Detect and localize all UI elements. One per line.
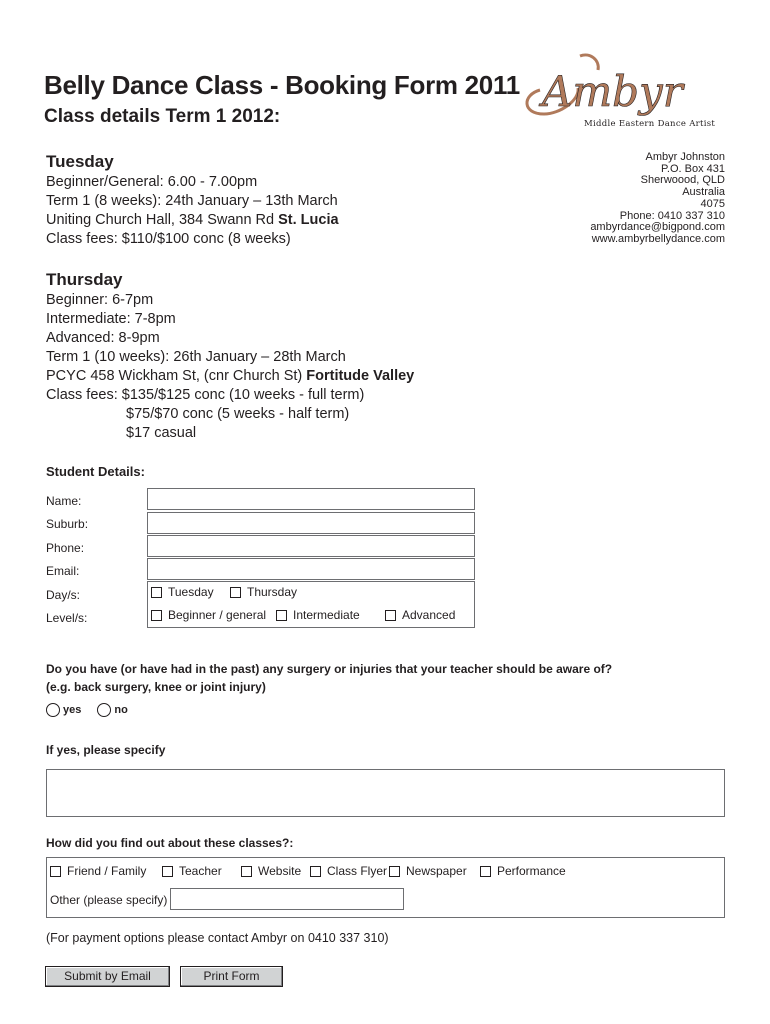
contact-postcode: 4075 — [700, 197, 725, 210]
source-website-option[interactable] — [241, 864, 301, 878]
thursday-intermediate: Intermediate: 7-8pm — [46, 311, 176, 327]
contact-website: www.ambyrbellydance.com — [591, 232, 725, 245]
website-checkbox[interactable] — [241, 866, 252, 877]
yes-radio[interactable] — [46, 703, 60, 717]
tuesday-details — [46, 173, 339, 249]
thursday-term: Term 1 (10 weeks): 26th January – 28th March — [46, 349, 346, 365]
specify-label: If yes, please specify — [46, 743, 166, 757]
intermediate-checkbox[interactable] — [276, 610, 287, 621]
source-performance-option[interactable] — [480, 864, 566, 878]
injury-question-line-1: Do you have (or have had in the past) any surgery or injuries that your teacher should be aware of? — [46, 662, 613, 676]
levels-label: Level/s: — [46, 611, 88, 625]
class-flyer-checkbox[interactable] — [310, 866, 321, 877]
thursday-venue — [46, 367, 414, 386]
email-label: Email: — [46, 564, 80, 578]
logo-text: Ambyr — [542, 67, 683, 116]
newspaper-checkbox[interactable] — [389, 866, 400, 877]
source-flyer-label: Class Flyer — [327, 864, 388, 878]
phone-label: Phone: — [46, 541, 85, 555]
contact-suburb: Sherwoood, QLD — [640, 174, 725, 187]
day-thursday-label: Thursday — [247, 585, 298, 599]
tuesday-level: Beginner/General: 6.00 - 7.00pm — [46, 174, 258, 190]
tuesday-checkbox[interactable] — [151, 587, 162, 598]
level-advanced-label: Advanced — [402, 608, 456, 622]
tuesday-venue — [46, 211, 339, 230]
no-radio[interactable] — [97, 703, 111, 717]
other-input[interactable] — [170, 888, 404, 910]
thursday-fees-full: Class fees: $135/$125 conc (10 weeks - full term) — [46, 387, 365, 403]
level-beginner-label: Beginner / general — [168, 608, 267, 622]
day-thursday-option[interactable] — [230, 585, 297, 599]
source-teacher-label: Teacher — [179, 864, 222, 878]
beginner-checkbox[interactable] — [151, 610, 162, 621]
page-title: Belly Dance Class - Booking Form 2011 — [44, 70, 520, 100]
source-newspaper-option[interactable] — [389, 864, 467, 878]
source-flyer-option[interactable] — [310, 864, 387, 878]
name-input[interactable] — [147, 488, 475, 510]
logo-tagline: Middle Eastern Dance Artist — [584, 119, 716, 129]
contact-phone: Phone: 0410 337 310 — [619, 209, 725, 222]
thursday-heading: Thursday — [46, 270, 123, 289]
contact-info — [590, 152, 725, 246]
student-details-heading: Student Details: — [46, 464, 145, 479]
contact-name: Ambyr Johnston — [645, 151, 725, 163]
thursday-details — [46, 291, 414, 443]
contact-country: Australia — [682, 186, 725, 199]
source-heading: How did you find out about these classes?: — [46, 836, 294, 850]
friend-checkbox[interactable] — [50, 866, 61, 877]
thursday-venue-suburb: Fortitude Valley — [306, 368, 415, 384]
logo-graphic — [520, 50, 730, 132]
level-intermediate-option[interactable] — [276, 608, 360, 622]
contact-email: ambyrdance@bigpond.com — [590, 221, 725, 234]
injury-question-line-2: (e.g. back surgery, knee or joint injury) — [46, 680, 266, 694]
source-teacher-option[interactable] — [162, 864, 222, 878]
submit-by-email-button[interactable]: Submit by Email — [45, 966, 170, 987]
tuesday-venue-address: Uniting Church Hall, 384 Swann Rd — [46, 212, 279, 228]
day-tuesday-label: Tuesday — [168, 585, 214, 599]
suburb-label: Suburb: — [46, 517, 89, 531]
ambyr-logo — [520, 50, 730, 132]
source-friend-option[interactable] — [50, 864, 146, 878]
source-newspaper-label: Newspaper — [406, 864, 467, 878]
contact-po-box: P.O. Box 431 — [660, 162, 725, 175]
injury-radio-group — [46, 703, 128, 717]
injury-question — [46, 660, 612, 696]
tuesday-heading: Tuesday — [46, 152, 114, 171]
name-label: Name: — [46, 494, 82, 508]
days-label: Day/s: — [46, 588, 81, 602]
performance-checkbox[interactable] — [480, 866, 491, 877]
level-intermediate-label: Intermediate — [293, 608, 360, 622]
no-label: no — [114, 704, 128, 716]
print-form-button[interactable]: Print Form — [180, 966, 283, 987]
day-tuesday-option[interactable] — [151, 585, 214, 599]
thursday-fees-half: $75/$70 conc (5 weeks - half term) — [126, 406, 350, 422]
source-website-label: Website — [258, 864, 302, 878]
payment-note: (For payment options please contact Ambyr on 0410 337 310) — [46, 931, 389, 945]
page-subtitle: Class details Term 1 2012: — [44, 106, 281, 127]
source-friend-label: Friend / Family — [67, 864, 147, 878]
thursday-checkbox[interactable] — [230, 587, 241, 598]
tuesday-venue-suburb: St. Lucia — [278, 212, 339, 228]
level-beginner-option[interactable] — [151, 608, 266, 622]
yes-label: yes — [63, 704, 82, 716]
thursday-beginner: Beginner: 6-7pm — [46, 292, 154, 308]
thursday-venue-address: PCYC 458 Wickham St, (cnr Church St) — [46, 368, 307, 384]
suburb-input[interactable] — [147, 512, 475, 534]
thursday-fees-casual: $17 casual — [126, 425, 197, 441]
teacher-checkbox[interactable] — [162, 866, 173, 877]
tuesday-fees: Class fees: $110/$100 conc (8 weeks) — [46, 231, 291, 247]
advanced-checkbox[interactable] — [385, 610, 396, 621]
email-input[interactable] — [147, 558, 475, 580]
injury-details-textarea[interactable] — [46, 769, 725, 817]
source-performance-label: Performance — [497, 864, 566, 878]
thursday-advanced: Advanced: 8-9pm — [46, 330, 160, 346]
tuesday-term: Term 1 (8 weeks): 24th January – 13th March — [46, 193, 338, 209]
other-label: Other (please specify) — [50, 893, 168, 907]
level-advanced-option[interactable] — [385, 608, 455, 622]
phone-input[interactable] — [147, 535, 475, 557]
